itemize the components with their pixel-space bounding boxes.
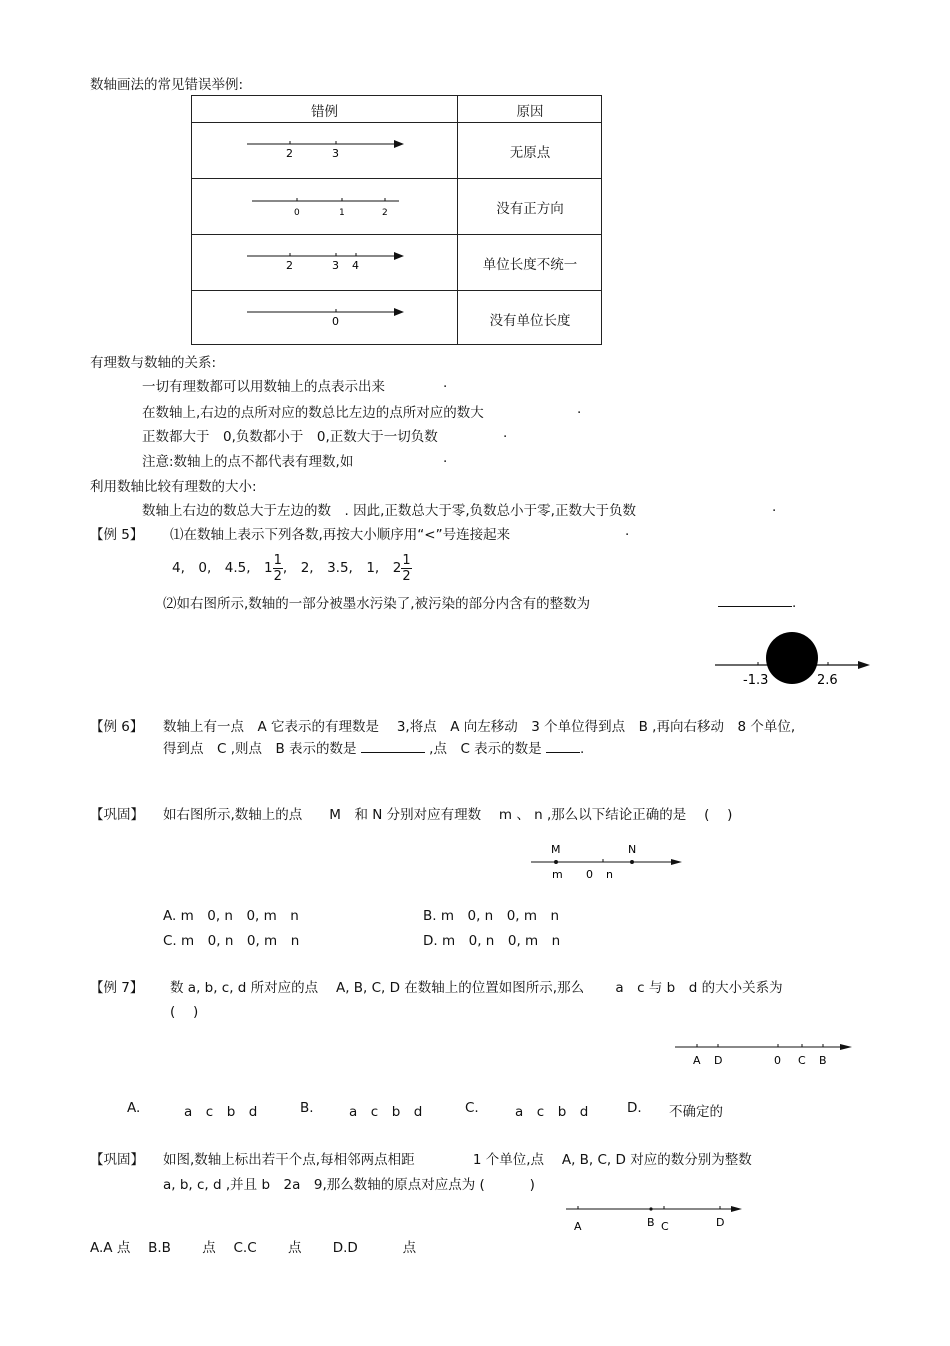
point-label-a: A	[574, 1220, 582, 1233]
ex5-q1-dot: .	[625, 523, 630, 539]
point-label-d: D	[714, 1054, 723, 1067]
point-n	[630, 860, 634, 864]
numbers-part-b: , 2, 3.5, 1, 2	[282, 560, 402, 576]
ex7-option-a-expr: a c b d	[184, 1104, 258, 1120]
ex6-line-2: 得到点 C ,则点 B 表示的数是 ,点 C 表示的数是 .	[163, 737, 584, 757]
option-c[interactable]: C. m 0, n 0, m n	[163, 933, 300, 949]
ink-blot	[766, 632, 818, 684]
mn-axis-figure	[528, 840, 688, 882]
tick-label: 1	[339, 208, 345, 218]
tick-label: 0	[294, 208, 300, 218]
axis-figure-inconsistent-unit	[242, 246, 412, 276]
tick-label: 2	[286, 259, 293, 272]
gonggu2-label: 【巩固】	[90, 1152, 144, 1168]
point-label-b: B	[819, 1054, 827, 1067]
tick-label: 3	[332, 147, 339, 160]
ex7-option-a-letter[interactable]: A.	[127, 1100, 141, 1116]
axis-figure-no-direction	[247, 191, 417, 221]
reason-1: 无原点	[509, 145, 551, 161]
tick-label: 2	[382, 208, 388, 218]
compare-line: 数轴上右边的数总大于左边的数 . 因此,正数总大于零,负数总小于零,正数大于负数	[142, 503, 636, 519]
ex5-number-list	[172, 550, 412, 586]
fraction-half: $\frac{1}{2}$	[273, 552, 282, 584]
relation-title: 有理数与数轴的关系:	[90, 355, 217, 371]
gonggu2-line-2: a, b, c, d ,并且 b 2a 9,那么数轴的原点对应点为 ( )	[163, 1177, 535, 1193]
ex7-label: 【例 7】	[90, 980, 144, 996]
option-a[interactable]: A. m 0, n 0, m n	[163, 908, 299, 924]
tick-label: 4	[352, 259, 359, 272]
tick-label: 3	[332, 259, 339, 272]
option-b[interactable]: B. m 0, n 0, m n	[423, 908, 560, 924]
origin-label: 0	[774, 1054, 781, 1067]
relation-line-3: 正数都大于 0,负数都小于 0,正数大于一切负数	[142, 429, 438, 445]
ex7-option-c-expr: a c b d	[515, 1104, 589, 1120]
point-label-a: A	[693, 1054, 701, 1067]
ex5-label: 【例 5】	[90, 527, 144, 543]
ex7-option-d-expr: 不确定的	[669, 1104, 723, 1120]
reason-2: 没有正方向	[496, 201, 564, 217]
axis-figure-no-origin	[242, 134, 412, 164]
answer-blank-c[interactable]	[546, 738, 580, 753]
point-label-c: C	[661, 1220, 669, 1233]
tick-label: 0	[332, 315, 339, 328]
ex7-option-c-letter[interactable]: C.	[465, 1100, 479, 1116]
numbers-part-a: 4, 0, 4.5, 1	[172, 560, 273, 576]
reason-4: 没有单位长度	[489, 313, 571, 329]
point-label-c: C	[798, 1054, 806, 1067]
fraction-half: $\frac{1}{2}$	[402, 552, 411, 584]
answer-blank-b[interactable]	[361, 738, 425, 753]
relation-dot-2: .	[577, 401, 582, 417]
relation-dot-1: .	[443, 375, 448, 391]
relation-line-4: 注意:数轴上的点不都代表有理数,如	[142, 454, 354, 470]
relation-dot-3: .	[503, 425, 508, 441]
abcd-axis-figure	[672, 1036, 857, 1070]
option-d[interactable]: D. m 0, n 0, m n	[423, 933, 561, 949]
ex6-line-1: 数轴上有一点 A 它表示的有理数是 3,将点 A 向左移动 3 个单位得到点 B ,再向右移动 8 个单位,	[163, 719, 796, 735]
ex5-q2: ⑵如右图所示,数轴的一部分被墨水污染了,被污染的部分内含有的整数为	[163, 596, 591, 612]
compare-title: 利用数轴比较有理数的大小:	[90, 479, 257, 495]
gonggu1-label: 【巩固】	[90, 807, 144, 823]
ex7-option-d-letter[interactable]: D.	[627, 1100, 642, 1116]
reason-3: 单位长度不统一	[482, 257, 578, 273]
ex5-q1: ⑴在数轴上表示下列各数,再按大小顺序用“<”号连接起来	[170, 527, 511, 543]
ink-stained-axis-figure	[710, 628, 875, 690]
ex7-option-b-expr: a c b d	[349, 1104, 423, 1120]
error-table	[191, 95, 602, 345]
point-label: M	[551, 843, 561, 856]
relation-dot-4: .	[443, 450, 448, 466]
value-label: m	[552, 868, 563, 881]
point-label-b: B	[647, 1216, 655, 1229]
value-label: n	[606, 868, 613, 881]
ex5-answer-blank[interactable]: .	[718, 592, 796, 611]
ex6-label: 【例 6】	[90, 719, 144, 735]
gonggu1-question: 如右图所示,数轴上的点 M 和 N 分别对应有理数 m 、 n ,那么以下结论正确的是 ( )	[163, 807, 733, 823]
relation-line-1: 一切有理数都可以用数轴上的点表示出来	[142, 379, 385, 395]
ex7-option-b-letter[interactable]: B.	[300, 1100, 314, 1116]
point-m	[554, 860, 558, 864]
table-header-example: 错例	[311, 104, 338, 120]
right-value-label: 2.6	[817, 673, 838, 688]
ex7-question: 数 a, b, c, d 所对应的点 A, B, C, D 在数轴上的位置如图所示,那么 a c 与 b d 的大小关系为	[170, 980, 783, 996]
ex7-paren: ( )	[170, 1004, 199, 1020]
point-label-d: D	[716, 1216, 725, 1229]
relation-line-2: 在数轴上,右边的点所对应的数总比左边的点所对应的数大	[142, 405, 484, 421]
section-title-errors: 数轴画法的常见错误举例:	[90, 77, 244, 93]
tick-label: 2	[286, 147, 293, 160]
origin-axis-figure	[563, 1198, 748, 1234]
gonggu2-options[interactable]: A.A 点 B.B 点 C.C 点 D.D 点	[90, 1240, 417, 1256]
value-label: 0	[586, 868, 593, 881]
gonggu2-line-1: 如图,数轴上标出若干个点,每相邻两点相距 1 个单位,点 A, B, C, D 对应的数分别为整数	[163, 1152, 752, 1168]
compare-dot: .	[772, 499, 777, 515]
left-value-label: -1.3	[743, 673, 769, 688]
point-label: N	[628, 843, 637, 856]
axis-figure-no-unit-length	[242, 302, 412, 332]
table-header-reason: 原因	[516, 104, 544, 120]
